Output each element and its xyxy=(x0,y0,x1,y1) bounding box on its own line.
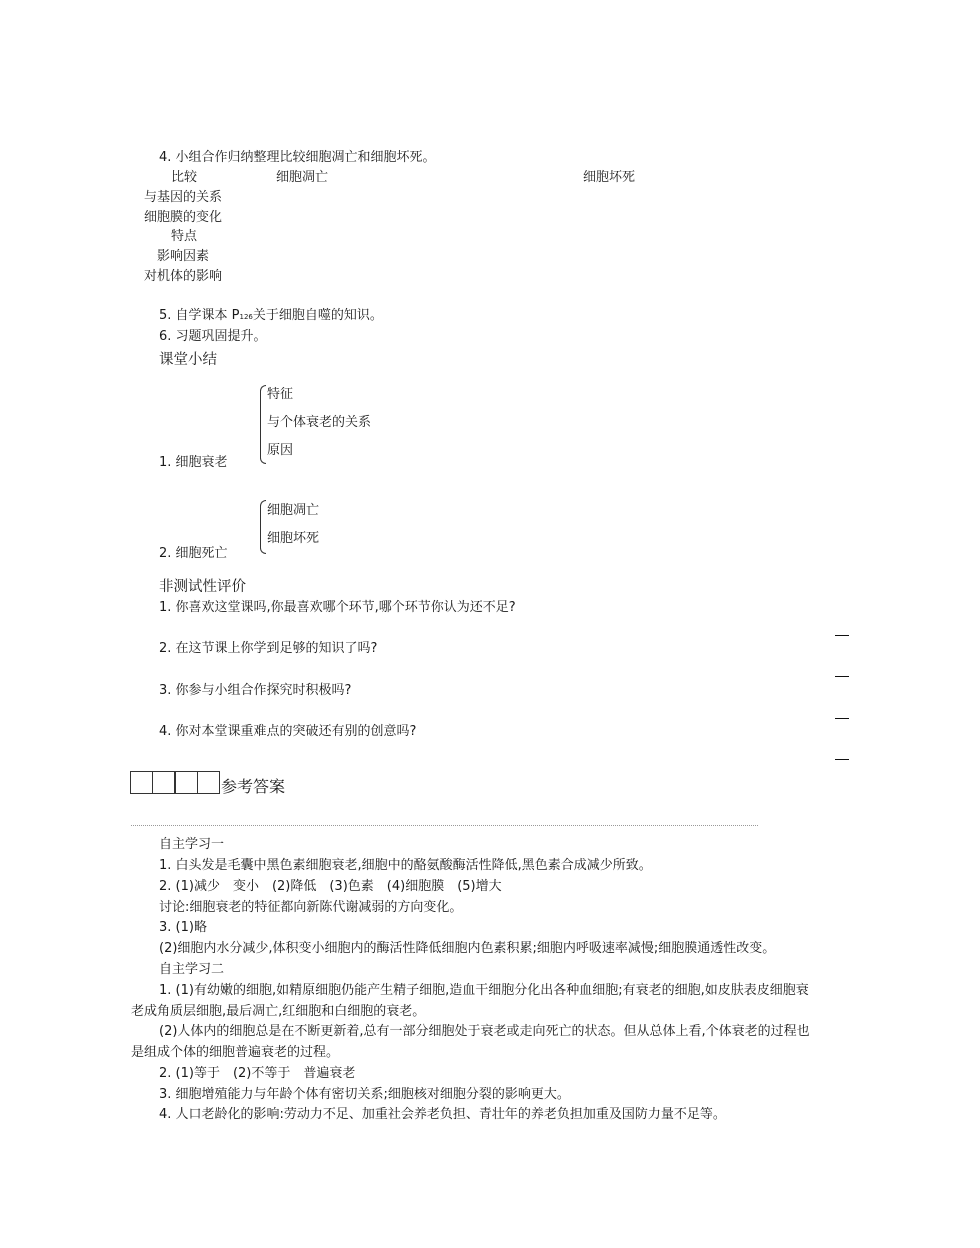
answer-line-text: 2. (1)等于 (2)不等于 普遍衰老 xyxy=(159,1066,356,1081)
answers-title: 参考答案 xyxy=(221,777,286,796)
evaluation-question: 1. 你喜欢这堂课吗,你最喜欢哪个环节,哪个环节你认为还不足? xyxy=(159,600,516,615)
summary-item-aging: 1. 细胞衰老 xyxy=(159,455,228,470)
summary-item-death: 2. 细胞死亡 xyxy=(159,546,228,561)
answer-line-text: 老成角质层细胞,最后凋亡,红细胞和白细胞的衰老。 xyxy=(131,1004,426,1019)
table-row-label: 与基因的关系 xyxy=(144,190,223,205)
aging-branch: 特征 xyxy=(267,387,294,402)
answer-line-text: 3. (1)略 xyxy=(159,920,207,935)
item-6: 6. 习题巩固提升。 xyxy=(159,329,267,344)
answer-line xyxy=(835,759,849,760)
table-row-label: 细胞膜的变化 xyxy=(144,210,223,225)
table-header-necrosis: 细胞坏死 xyxy=(583,170,636,185)
item-5-text-rest: 关于细胞自噬的知识。 xyxy=(252,308,383,323)
heading-box-decoration xyxy=(175,771,198,794)
answer-line-text: 3. 细胞增殖能力与年龄个体有密切关系;细胞核对细胞分裂的影响更大。 xyxy=(159,1087,570,1102)
answer-line-text: (2)人体内的细胞总是在不断更新着,总有一部分细胞处于衰老或走向死亡的状态。但从总体上看,个体衰老的过程也 xyxy=(159,1024,810,1039)
death-branch: 细胞凋亡 xyxy=(267,503,320,518)
table-row-label: 影响因素 xyxy=(157,249,210,264)
heading-box-decoration xyxy=(197,771,220,794)
evaluation-question: 4. 你对本堂课重难点的突破还有别的创意吗? xyxy=(159,724,417,739)
answer-heading: 自主学习一 xyxy=(159,837,225,852)
answer-line xyxy=(835,635,849,636)
answer-line-text: 2. (1)减少 变小 (2)降低 (3)色素 (4)细胞膜 (5)增大 xyxy=(159,879,502,894)
answer-line-text: 4. 人口老龄化的影响:劳动力不足、加重社会养老负担、青壮年的养老负担加重及国防力量不足等。 xyxy=(159,1107,726,1122)
heading-box-decoration xyxy=(130,771,153,794)
answer-line-text: (2)细胞内水分减少,体积变小细胞内的酶活性降低细胞内色素积累;细胞内呼吸速率减慢;细胞膜通透性改变。 xyxy=(159,941,776,956)
death-brace xyxy=(260,500,266,554)
dotted-divider xyxy=(131,825,758,826)
section4-title: 4. 小组合作归纳整理比较细胞凋亡和细胞坏死。 xyxy=(159,150,436,165)
aging-branch: 原因 xyxy=(267,443,294,458)
evaluation-title: 非测试性评价 xyxy=(159,579,246,595)
answer-line-text: 是组成个体的细胞普遍衰老的过程。 xyxy=(131,1045,340,1060)
summary-title: 课堂小结 xyxy=(159,352,217,368)
evaluation-question: 2. 在这节课上你学到足够的知识了吗? xyxy=(159,641,378,656)
table-header-compare: 比较 xyxy=(171,170,198,185)
item-5-page-subscript: 126 xyxy=(239,313,253,321)
answer-line-text: 讨论:细胞衰老的特征都向新陈代谢减弱的方向变化。 xyxy=(159,900,463,915)
answer-line xyxy=(835,718,849,719)
answer-line-text: 1. (1)有幼嫩的细胞,如精原细胞仍能产生精子细胞,造血干细胞分化出各种血细胞;有衰老的细胞,如皮肤表皮细胞衰 xyxy=(159,983,809,998)
item-5 xyxy=(159,308,383,324)
heading-box-decoration xyxy=(152,771,175,794)
answer-line-text: 1. 白头发是毛囊中黑色素细胞衰老,细胞中的酪氨酸酶活性降低,黑色素合成减少所致。 xyxy=(159,858,652,873)
evaluation-question: 3. 你参与小组合作探究时积极吗? xyxy=(159,683,352,698)
table-row-label: 特点 xyxy=(171,229,198,244)
answer-line xyxy=(835,676,849,677)
aging-branch: 与个体衰老的关系 xyxy=(267,415,372,430)
item-5-text: 5. 自学课本 P xyxy=(159,308,240,323)
answer-heading: 自主学习二 xyxy=(159,962,225,977)
death-branch: 细胞坏死 xyxy=(267,531,320,546)
aging-brace xyxy=(260,385,266,464)
table-row-label: 对机体的影响 xyxy=(144,269,223,284)
table-header-apoptosis: 细胞凋亡 xyxy=(276,170,329,185)
